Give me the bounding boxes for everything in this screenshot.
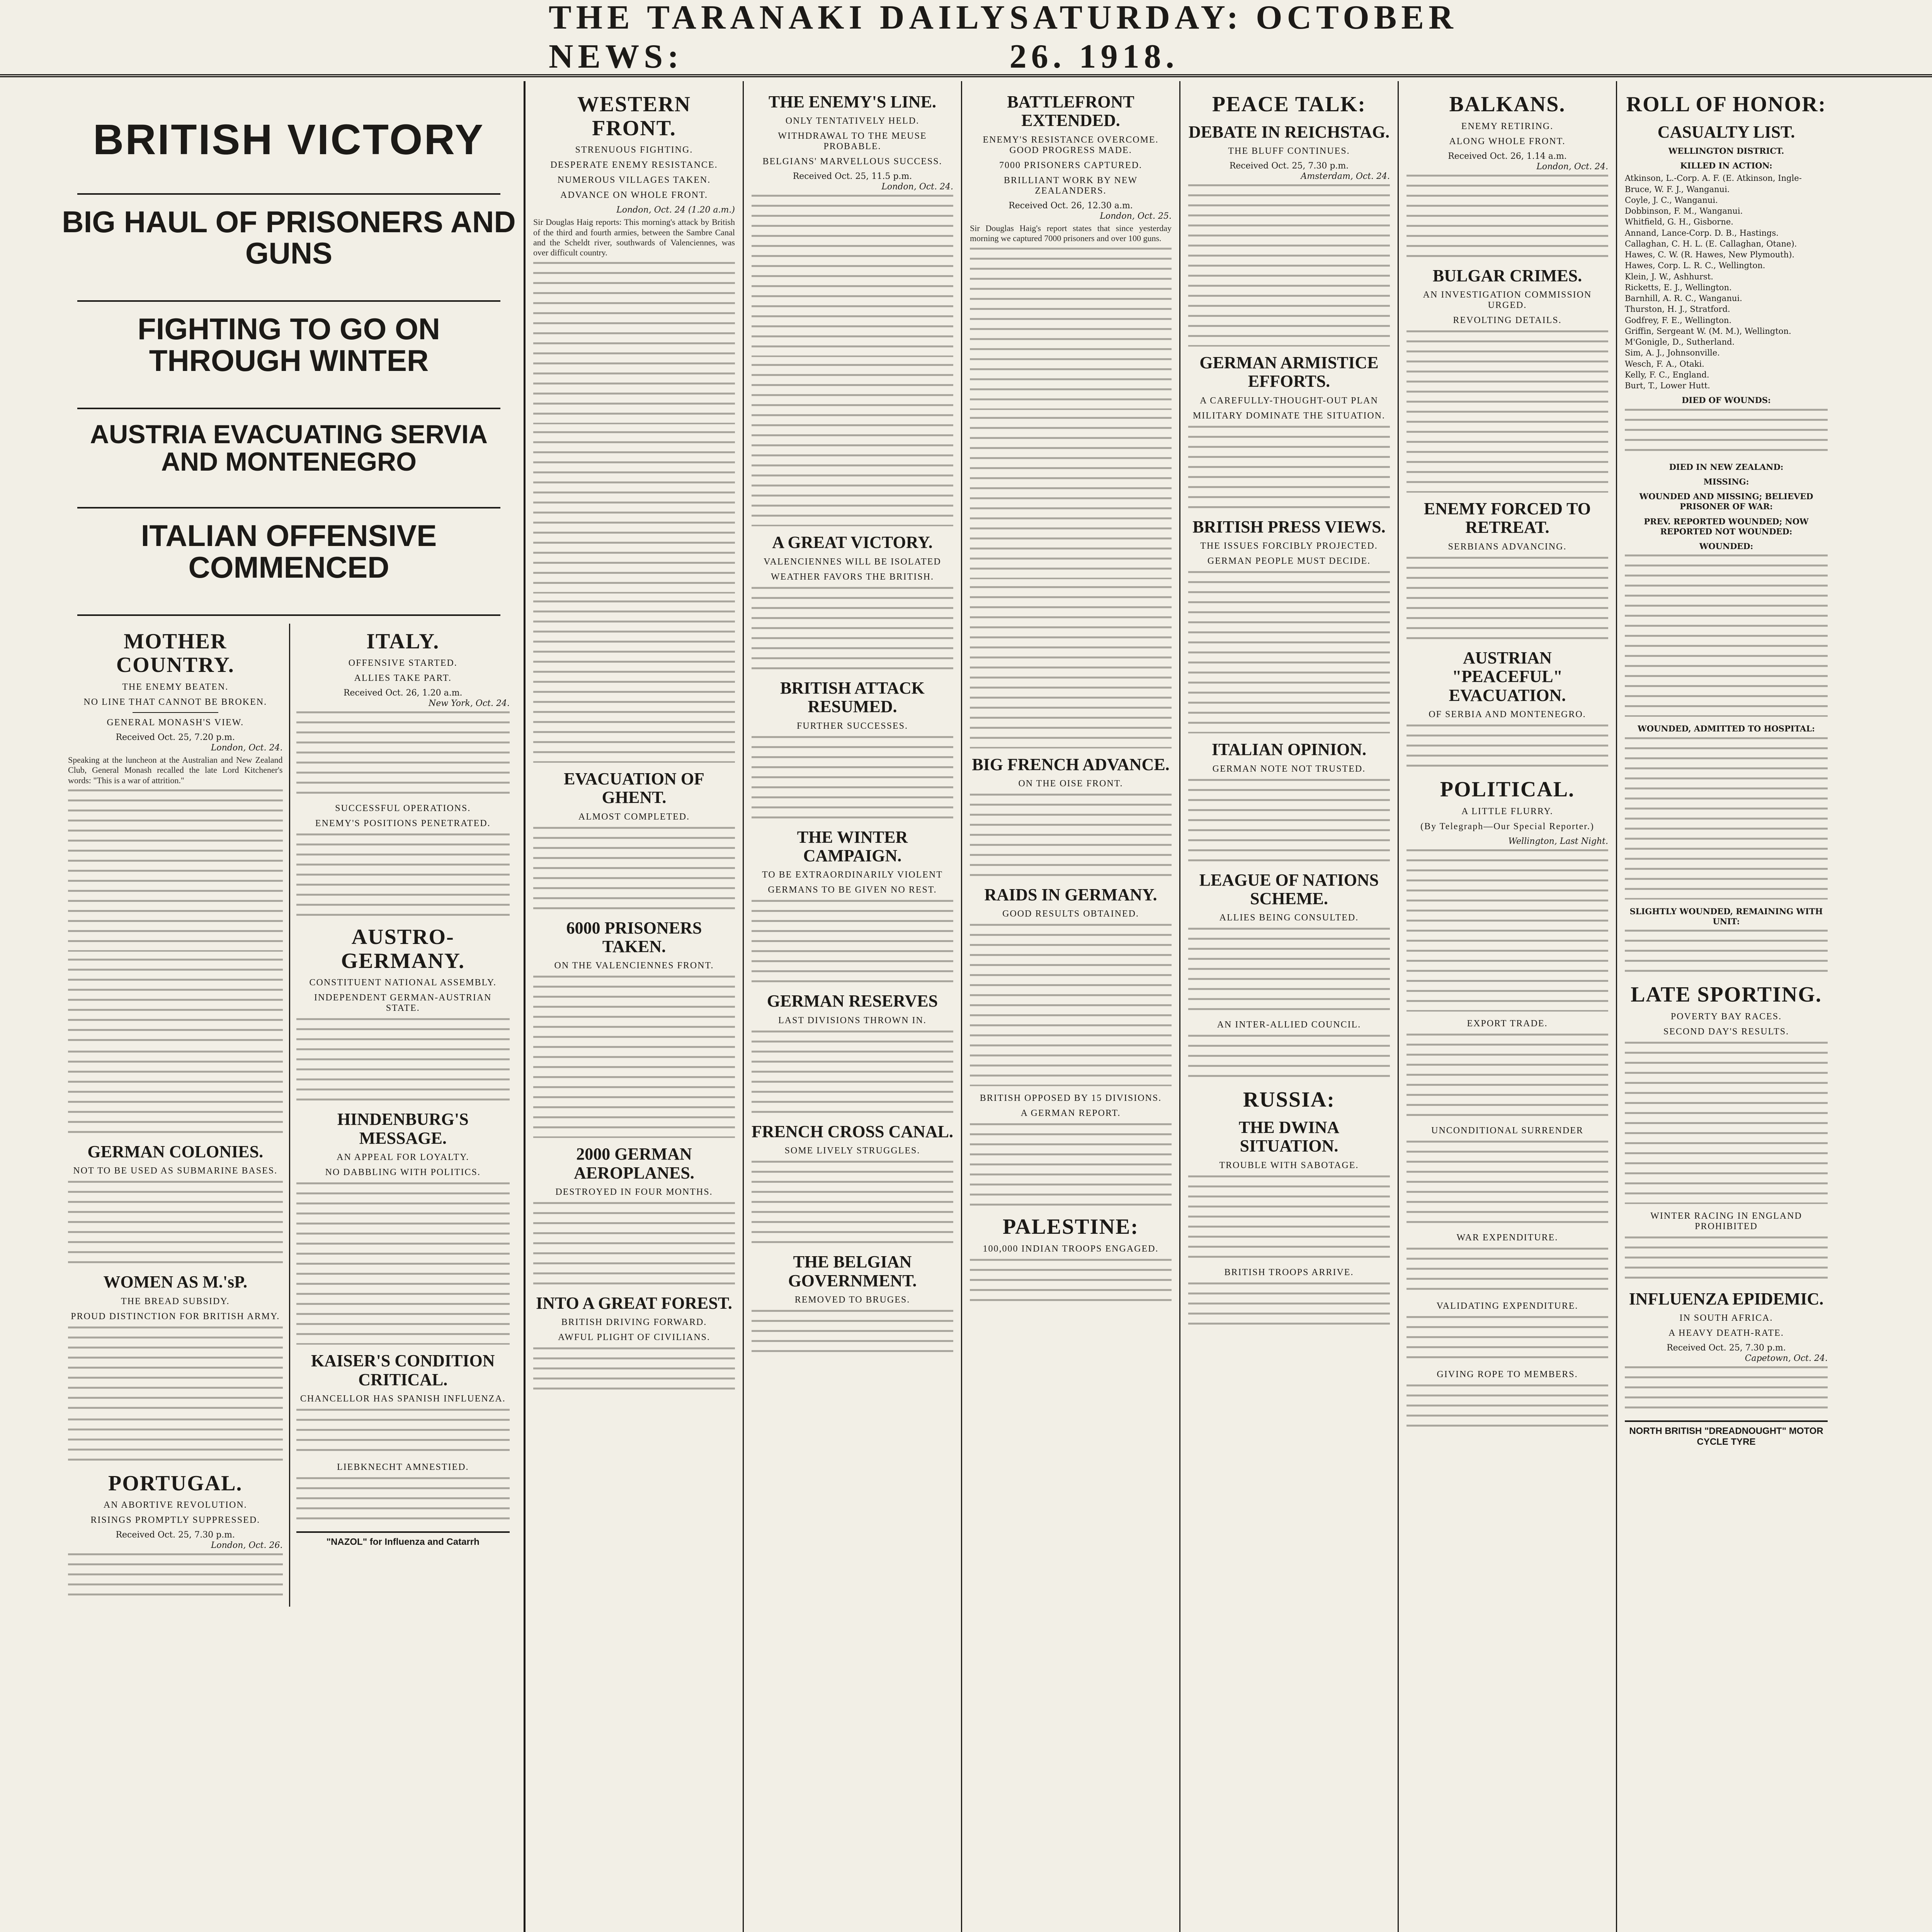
article-body-text	[1406, 849, 1608, 1012]
place-line: New York, Oct. 24.	[429, 699, 510, 709]
article-subhead: ADVANCE ON WHOLE FRONT.	[560, 190, 708, 201]
article-subhead: THE ENEMY BEATEN.	[122, 682, 229, 692]
section-heading: THE BELGIAN GOVERNMENT.	[788, 1252, 917, 1290]
section-heading: 2000 GERMAN AEROPLANES.	[574, 1145, 694, 1182]
banner-subheadline: AUSTRIA EVACUATING SERVIA AND MONTENEGRO	[90, 420, 488, 477]
list-item: M'Gonigle, D., Sutherland.	[1625, 337, 1735, 347]
casualty-names	[1625, 554, 1828, 717]
article-subhead: OF SERBIA AND MONTENEGRO.	[1429, 709, 1586, 719]
front-subcolumns	[62, 624, 516, 1607]
list-item: Atkinson, L.-Corp. A. F. (E. Atkinson, Ingle-	[1625, 173, 1802, 183]
place-line: London, Oct. 24 (1.20 a.m.)	[616, 205, 735, 215]
article-body-text	[533, 1202, 735, 1287]
page-columns	[54, 81, 1932, 1932]
divider	[77, 507, 500, 509]
article-body-text	[1188, 571, 1390, 733]
article-subhead: PROUD DISTINCTION FOR BRITISH ARMY.	[71, 1311, 280, 1321]
section-heading: HINDENBURG'S MESSAGE.	[337, 1110, 469, 1148]
list-heading: DIED OF WOUNDS:	[1682, 395, 1771, 405]
article-body-text	[752, 364, 953, 526]
masthead	[0, 0, 1932, 77]
article-body-text	[533, 600, 735, 763]
divider	[77, 193, 500, 195]
article-subhead: NO DABBLING WITH POLITICS.	[325, 1167, 481, 1178]
dateline: Received Oct. 26, 1.14 a.m.	[1448, 151, 1567, 161]
article-subhead: SOME LIVELY STRUGGLES.	[784, 1146, 920, 1156]
section-heading: ENEMY FORCED TO RETREAT.	[1424, 499, 1591, 537]
column-roll-of-honor	[1617, 81, 1835, 1932]
article-subhead: REVOLTING DETAILS.	[1453, 315, 1562, 325]
article-body-text	[533, 431, 735, 594]
article-body-text	[296, 833, 510, 918]
article-subhead: GERMANS TO BE GIVEN NO REST.	[768, 885, 937, 895]
article-subhead: TROUBLE WITH SABOTAGE.	[1219, 1160, 1359, 1170]
section-heading: CASUALTY LIST.	[1657, 122, 1795, 141]
article-subhead: 7000 PRISONERS CAPTURED.	[999, 160, 1143, 170]
subcolumn-mother-country	[62, 624, 289, 1607]
list-heading: WOUNDED:	[1699, 541, 1753, 551]
article-body-text	[533, 1347, 735, 1394]
section-heading: WESTERN FRONT.	[577, 92, 691, 140]
section-heading: WOMEN AS M.'sP.	[103, 1272, 247, 1292]
district-heading: WELLINGTON DISTRICT.	[1668, 146, 1784, 156]
column-enemy-line	[744, 81, 962, 1932]
dateline: Received Oct. 25, 11.5 p.m.	[793, 172, 912, 182]
article-subhead: VALIDATING EXPENDITURE.	[1436, 1301, 1578, 1311]
article-subhead: REMOVED TO BRUGES.	[794, 1294, 910, 1305]
section-heading: FRENCH CROSS CANAL.	[752, 1122, 953, 1141]
article-body-text	[752, 1161, 953, 1246]
dateline: Received Oct. 25, 7.30 p.m.	[116, 1530, 235, 1540]
section-heading: ROLL OF HONOR:	[1626, 92, 1827, 116]
article-body-text	[970, 924, 1172, 1086]
article-subhead: MILITARY DOMINATE THE SITUATION.	[1192, 410, 1386, 421]
banner-headline: BRITISH VICTORY	[93, 116, 485, 163]
article-subhead: RISINGS PROMPTLY SUPPRESSED.	[90, 1515, 260, 1526]
banner-subheadline: BIG HAUL OF PRISONERS AND GUNS	[62, 204, 516, 270]
article-body-text	[1406, 724, 1608, 771]
section-heading: BALKANS.	[1449, 92, 1566, 116]
article-body-text	[1406, 1248, 1608, 1294]
article-subhead: AN INTER-ALLIED COUNCIL.	[1217, 1020, 1361, 1030]
article-body-text	[970, 794, 1172, 879]
article-subhead: GOOD RESULTS OBTAINED.	[1002, 909, 1139, 919]
list-item: Griffin, Sergeant W. (M. M.), Wellington.	[1625, 326, 1791, 336]
article-subhead: SECOND DAY'S RESULTS.	[1663, 1026, 1789, 1037]
article-subhead: POVERTY BAY RACES.	[1670, 1011, 1782, 1022]
article-subhead: GERMAN NOTE NOT TRUSTED.	[1212, 764, 1366, 774]
article-body-text	[1188, 1035, 1390, 1081]
article-subhead: BRILLIANT WORK BY NEW ZEALANDERS.	[1003, 175, 1138, 196]
divider	[77, 408, 500, 409]
article-body-text	[68, 1553, 283, 1600]
dateline: Received Oct. 26, 1.20 a.m.	[343, 688, 463, 698]
list-item: Thurston, H. J., Stratford.	[1625, 304, 1730, 314]
section-heading: GERMAN COLONIES.	[87, 1142, 264, 1161]
place-line: London, Oct. 24.	[211, 743, 283, 753]
article-subhead: NUMEROUS VILLAGES TAKEN.	[557, 175, 711, 185]
section-heading: GERMAN RESERVES	[767, 992, 938, 1011]
divider	[77, 300, 500, 302]
article-lede: Sir Douglas Haig reports: This morning's attack by British of the third and fourth armies, between the Sambre Canal and the Scheldt river, southwards of Valenciennes, was over difficult country.	[533, 217, 735, 258]
article-subhead: TO BE EXTRAORDINARILY VIOLENT	[762, 870, 943, 880]
article-subhead: THE BLUFF CONTINUES.	[1228, 146, 1350, 156]
list-item: Whitfield, G. H., Gisborne.	[1625, 217, 1733, 227]
dateline: Received Oct. 25, 7.30 p.m.	[1667, 1343, 1786, 1353]
article-body-text	[68, 1181, 283, 1266]
tyre-advert: NORTH BRITISH "DREADNOUGHT" MOTOR CYCLE TYRE	[1625, 1420, 1828, 1447]
list-item: Annand, Lance-Corp. D. B., Hastings.	[1625, 228, 1779, 238]
banner-subheadline: FIGHTING TO GO ON THROUGH WINTER	[138, 312, 440, 378]
section-heading: AUSTRIAN "PEACEFUL" EVACUATION.	[1449, 648, 1566, 705]
article-subhead: ENEMY'S RESISTANCE OVERCOME. GOOD PROGRESS MADE.	[983, 134, 1159, 155]
article-subhead: THE BREAD SUBSIDY.	[121, 1296, 230, 1306]
section-heading: BULGAR CRIMES.	[1432, 266, 1582, 285]
list-item: Dobbinson, F. M., Wanganui.	[1625, 206, 1743, 216]
section-heading: BRITISH PRESS VIEWS.	[1192, 517, 1386, 536]
list-item: Hawes, C. W. (R. Hawes, New Plymouth).	[1625, 250, 1795, 260]
article-body-text	[68, 789, 283, 952]
section-heading: AUSTRO-GERMANY.	[341, 925, 465, 973]
section-heading: DEBATE IN REICHSTAG.	[1188, 122, 1390, 141]
article-lede: Speaking at the luncheon at the Australian and New Zealand Club, General Monash recalled the late Lord Kitchener's words: "This is a war of attrition."	[68, 755, 283, 785]
nazol-advert: "NAZOL" for Influenza and Catarrh	[296, 1531, 510, 1548]
dateline: Received Oct. 26, 12.30 a.m.	[1009, 201, 1133, 211]
list-heading: WOUNDED, ADMITTED TO HOSPITAL:	[1638, 724, 1815, 734]
dateline: Received Oct. 25, 7.20 p.m.	[116, 732, 235, 742]
column-balkans	[1399, 81, 1617, 1932]
casualty-names	[1625, 409, 1828, 455]
article-subhead: A LITTLE FLURRY.	[1461, 806, 1553, 816]
article-body-text	[1406, 1384, 1608, 1431]
article-subhead: ON THE OISE FRONT.	[1018, 778, 1123, 789]
article-subhead: ALLIES TAKE PART.	[354, 673, 452, 684]
section-heading: INFLUENZA EPIDEMIC.	[1629, 1289, 1824, 1308]
article-subhead: INDEPENDENT GERMAN-AUSTRIAN STATE.	[314, 993, 492, 1014]
place-line: London, Oct. 24.	[1536, 162, 1608, 172]
list-item: Godfrey, F. E., Wellington.	[1625, 315, 1732, 325]
section-heading: GERMAN ARMISTICE EFFORTS.	[1199, 353, 1379, 391]
article-subhead: WITHDRAWAL TO THE MEUSE PROBABLE.	[778, 131, 927, 152]
article-body-text	[752, 195, 953, 357]
article-body-text	[970, 417, 1172, 579]
list-item: Hawes, Corp. L. R. C., Wellington.	[1625, 261, 1765, 270]
article-subhead: A HEAVY DEATH-RATE.	[1668, 1328, 1784, 1338]
article-body-text	[1406, 330, 1608, 493]
article-body-text	[752, 736, 953, 821]
section-heading: POLITICAL.	[1440, 777, 1575, 801]
article-subhead: ENEMY'S POSITIONS PENETRATED.	[315, 818, 491, 829]
section-heading: MOTHER COUNTRY.	[116, 629, 235, 677]
article-subhead: LAST DIVISIONS THROWN IN.	[778, 1015, 927, 1026]
article-subhead: ONLY TENTATIVELY HELD.	[785, 116, 920, 126]
article-subhead: WINTER RACING IN ENGLAND PROHIBITED	[1650, 1211, 1802, 1231]
article-body-text	[1406, 1141, 1608, 1226]
column-battlefront	[962, 81, 1180, 1932]
list-item: Sim, A. J., Johnsonville.	[1625, 348, 1720, 358]
article-subhead: (By Telegraph—Our Special Reporter.)	[1420, 821, 1594, 832]
section-heading: INTO A GREAT FOREST.	[536, 1294, 732, 1313]
article-body-text	[1188, 928, 1390, 1013]
list-item: Klein, J. W., Ashhurst.	[1625, 272, 1713, 281]
section-heading: EVACUATION OF GHENT.	[564, 769, 704, 807]
article-subhead: WAR EXPENDITURE.	[1456, 1232, 1558, 1243]
article-subhead: ALMOST COMPLETED.	[578, 811, 690, 822]
section-heading: RAIDS IN GERMANY.	[984, 885, 1157, 904]
article-subhead: AN APPEAL FOR LOYALTY.	[337, 1152, 469, 1163]
subcolumn-italy	[289, 624, 516, 1607]
article-subhead: DESPERATE ENEMY RESISTANCE.	[550, 160, 718, 170]
section-heading: 6000 PRISONERS TAKEN.	[566, 918, 702, 956]
article-body-text	[68, 959, 283, 1044]
article-body-text	[1406, 557, 1608, 642]
banner-subheadline: ITALIAN OFFENSIVE COMMENCED	[141, 518, 437, 584]
section-heading: BATTLEFRONT EXTENDED.	[1007, 92, 1134, 130]
article-subhead: THE ISSUES FORCIBLY PROJECTED.	[1200, 541, 1378, 551]
article-subhead: AN ABORTIVE REVOLUTION.	[103, 1500, 247, 1510]
section-heading: ITALIAN OPINION.	[1211, 740, 1367, 759]
column-peace-talk	[1180, 81, 1399, 1932]
article-subhead: GERMAN PEOPLE MUST DECIDE.	[1207, 556, 1371, 566]
place-line: Amsterdam, Oct. 24.	[1301, 171, 1390, 181]
article-subhead: A GERMAN REPORT.	[1020, 1108, 1121, 1119]
article-subhead: OFFENSIVE STARTED.	[348, 658, 457, 668]
article-subhead: ENEMY RETIRING.	[1461, 121, 1554, 131]
article-body-text	[752, 900, 953, 985]
list-item: Coyle, J. C., Wanganui.	[1625, 195, 1718, 205]
place-line: London, Oct. 26.	[211, 1541, 283, 1551]
article-lede: Sir Douglas Haig's report states that since yesterday morning we captured 7000 prisoners and over 100 guns.	[970, 223, 1172, 243]
place-line: Wellington, Last Night.	[1508, 836, 1608, 846]
article-subhead: ON THE VALENCIENNES FRONT.	[554, 961, 714, 971]
article-body-text	[970, 1123, 1172, 1208]
race-results	[1625, 1042, 1828, 1204]
article-body-text	[296, 1018, 510, 1103]
article-subhead: ALONG WHOLE FRONT.	[1449, 136, 1566, 146]
article-subhead: AWFUL PLIGHT OF CIVILIANS.	[558, 1332, 711, 1343]
article-body-text	[1406, 175, 1608, 260]
section-heading: A GREAT VICTORY.	[772, 533, 933, 552]
article-body-text	[752, 1310, 953, 1356]
section-heading: LEAGUE OF NATIONS SCHEME.	[1199, 870, 1379, 908]
article-subhead: BRITISH OPPOSED BY 15 DIVISIONS.	[980, 1093, 1162, 1104]
article-subhead: A CAREFULLY-THOUGHT-OUT PLAN	[1200, 395, 1378, 406]
article-body-text	[68, 1418, 283, 1465]
list-heading: PREV. REPORTED WOUNDED; NOW REPORTED NOT WOUNDED:	[1644, 516, 1809, 536]
list-item: Bruce, W. F. J., Wanganui.	[1625, 184, 1730, 194]
article-body-text	[296, 1477, 510, 1524]
article-subhead: CONSTITUENT NATIONAL ASSEMBLY.	[309, 978, 497, 988]
article-body-text	[68, 1327, 283, 1412]
list-item: Burt, T., Lower Hutt.	[1625, 381, 1710, 391]
list-item: Callaghan, C. H. L. (E. Callaghan, Otane).	[1625, 239, 1797, 248]
article-subhead: LIEBKNECHT AMNESTIED.	[337, 1462, 469, 1472]
list-heading: SLIGHTLY WOUNDED, REMAINING WITH UNIT:	[1629, 906, 1823, 926]
article-body-text	[1188, 184, 1390, 347]
section-heading: THE DWINA SITUATION.	[1238, 1117, 1340, 1156]
article-body-text	[1406, 1316, 1608, 1362]
article-subhead: FURTHER SUCCESSES.	[797, 721, 908, 731]
article-subhead: ALLIES BEING CONSULTED.	[1219, 913, 1359, 923]
list-item: Ricketts, E. J., Wellington.	[1625, 282, 1732, 292]
article-subhead: NOT TO BE USED AS SUBMARINE BASES.	[73, 1166, 278, 1176]
section-heading: LATE SPORTING.	[1631, 983, 1822, 1007]
place-line: Capetown, Oct. 24.	[1745, 1354, 1828, 1364]
section-heading: PEACE TALK:	[1212, 92, 1366, 116]
divider	[77, 614, 500, 616]
list-heading: KILLED IN ACTION:	[1680, 161, 1772, 171]
place-line: London, Oct. 24.	[881, 182, 953, 192]
article-subhead: 100,000 INDIAN TROOPS ENGAGED.	[983, 1243, 1159, 1254]
article-body-text	[68, 1051, 283, 1136]
newspaper-name: THE TARANAKI DAILY NEWS:	[549, 0, 1009, 75]
article-body-text	[970, 248, 1172, 410]
section-heading: THE WINTER CAMPAIGN.	[797, 827, 908, 865]
section-heading: ITALY.	[366, 629, 440, 653]
article-body-text	[1625, 1236, 1828, 1283]
section-heading: BIG FRENCH ADVANCE.	[972, 755, 1170, 774]
article-body-text	[296, 711, 510, 796]
article-body-text	[1188, 1175, 1390, 1260]
article-subhead: EXPORT TRADE.	[1467, 1018, 1548, 1029]
article-subhead: CHANCELLOR HAS SPANISH INFLUENZA.	[300, 1393, 506, 1404]
article-body-text	[970, 586, 1172, 748]
list-heading: MISSING:	[1703, 476, 1749, 486]
article-body-text	[296, 1409, 510, 1455]
article-body-text	[296, 1182, 510, 1345]
casualty-names	[1625, 737, 1828, 900]
list-heading: DIED IN NEW ZEALAND:	[1669, 462, 1784, 472]
place-line: London, Oct. 25.	[1100, 211, 1172, 221]
article-subhead: BRITISH TROOPS ARRIVE.	[1224, 1267, 1354, 1277]
casualty-names	[1625, 930, 1828, 976]
article-body-text	[1188, 426, 1390, 511]
section-heading: THE ENEMY'S LINE.	[769, 92, 936, 111]
article-body-text	[752, 1031, 953, 1116]
section-heading: PORTUGAL.	[108, 1471, 243, 1495]
article-subhead: GENERAL MONASH'S VIEW.	[107, 717, 244, 728]
killed-list	[1625, 173, 1828, 391]
article-body-text	[1625, 1366, 1828, 1413]
article-body-text	[1188, 779, 1390, 864]
column-western-front	[526, 81, 744, 1932]
article-subhead: WEATHER FAVORS THE BRITISH.	[770, 571, 934, 582]
list-item: Wesch, F. A., Otaki.	[1625, 359, 1704, 369]
article-subhead: BRITISH DRIVING FORWARD.	[561, 1317, 707, 1328]
section-heading: PALESTINE:	[1003, 1215, 1139, 1239]
article-subhead: STRENUOUS FIGHTING.	[575, 145, 693, 155]
article-subhead: AN INVESTIGATION COMMISSION URGED.	[1423, 289, 1592, 310]
divider	[133, 712, 218, 713]
article-body-text	[1188, 1282, 1390, 1329]
list-item: Barnhill, A. R. C., Wanganui.	[1625, 294, 1742, 303]
front-column	[54, 81, 526, 1932]
article-subhead: UNCONDITIONAL SURRENDER	[1431, 1125, 1583, 1136]
article-subhead: IN SOUTH AFRICA.	[1679, 1313, 1773, 1323]
article-body-text	[1406, 1034, 1608, 1119]
article-subhead: GIVING ROPE TO MEMBERS.	[1437, 1369, 1578, 1379]
list-heading: WOUNDED AND MISSING; BELIEVED PRISONER OF WAR:	[1639, 492, 1813, 512]
article-subhead: NO LINE THAT CANNOT BE BROKEN.	[83, 697, 267, 707]
list-item: Kelly, F. C., England.	[1625, 370, 1709, 379]
article-body-text	[533, 262, 735, 424]
article-subhead: SERBIANS ADVANCING.	[1448, 541, 1567, 552]
article-body-text	[533, 976, 735, 1138]
dateline: Received Oct. 25, 7.30 p.m.	[1229, 161, 1349, 171]
section-heading: BRITISH ATTACK RESUMED.	[780, 678, 925, 716]
section-heading: RUSSIA:	[1243, 1088, 1335, 1112]
article-body-text	[752, 587, 953, 672]
article-subhead: VALENCIENNES WILL BE ISOLATED	[764, 556, 941, 567]
article-body-text	[970, 1259, 1172, 1305]
article-body-text	[533, 827, 735, 912]
issue-date: SATURDAY: OCTOBER 26. 1918.	[1009, 0, 1458, 75]
section-heading: KAISER'S CONDITION CRITICAL.	[311, 1351, 495, 1389]
article-subhead: SUCCESSFUL OPERATIONS.	[335, 803, 471, 814]
article-subhead: BELGIANS' MARVELLOUS SUCCESS.	[762, 156, 942, 167]
article-subhead: DESTROYED IN FOUR MONTHS.	[555, 1187, 713, 1197]
